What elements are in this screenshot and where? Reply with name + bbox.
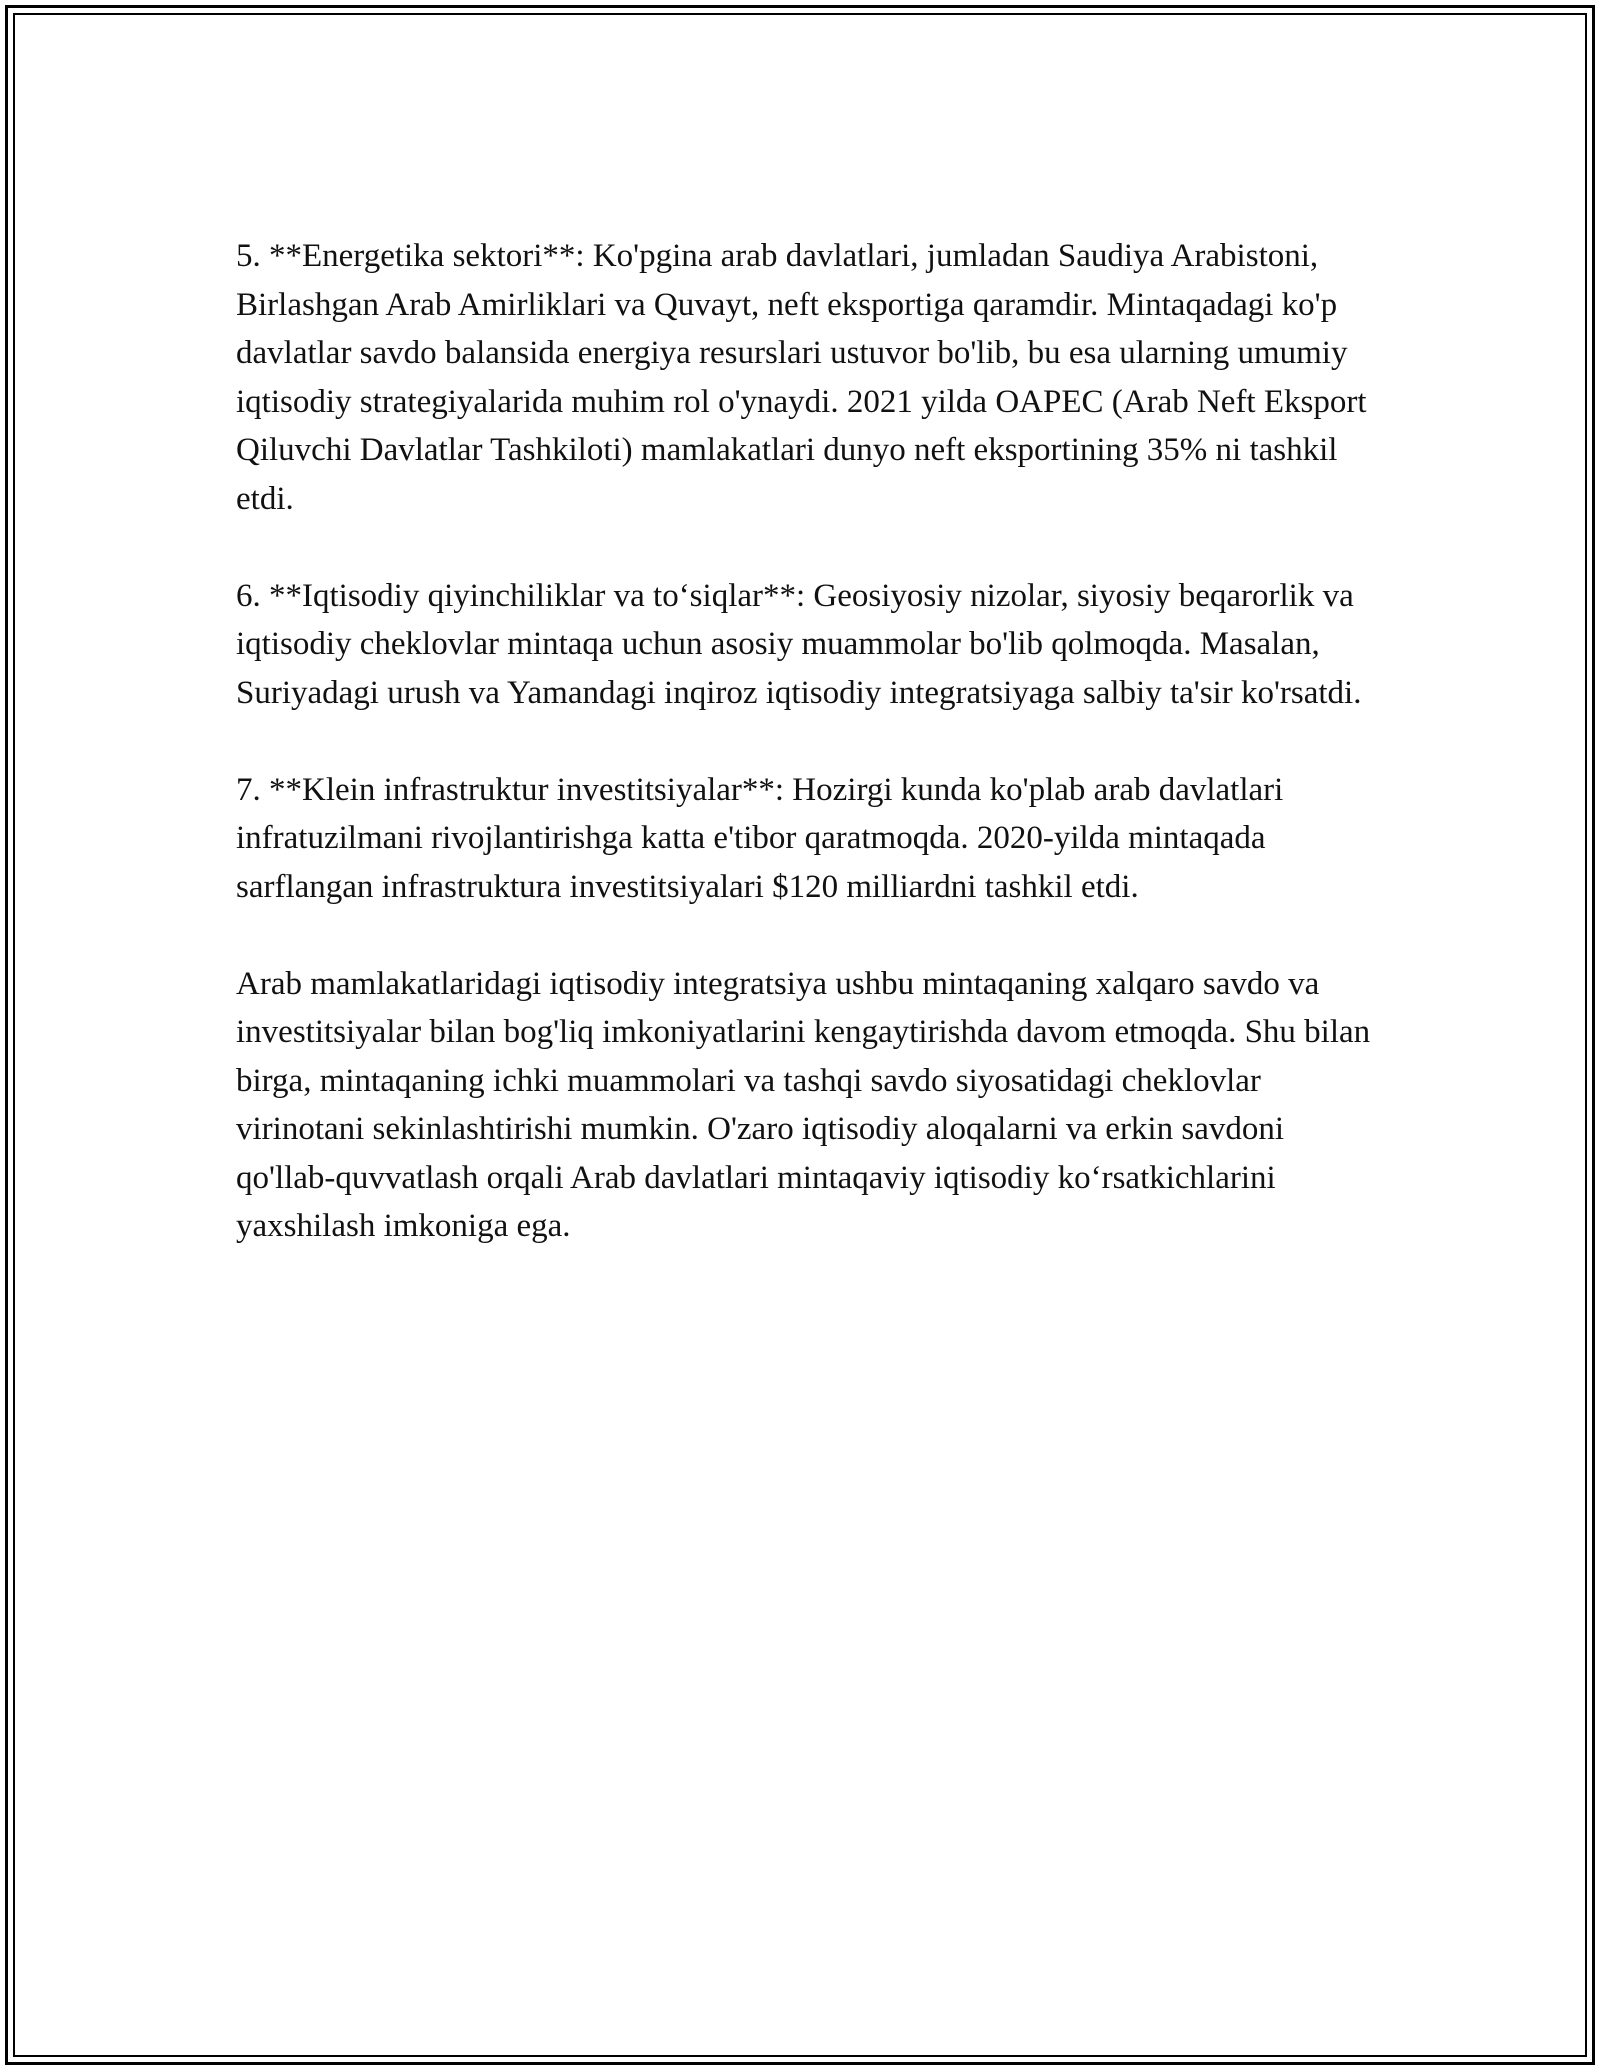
document-body [236, 232, 1376, 1299]
paragraph-infrastructure-investments: 7. **Klein infrastruktur investitsiyalar**: Hozirgi kunda ko'plab arab davlatlari infratuzilmani rivojlantirishga katta e'tibor qaratmoqda. 2020-yilda mintaqada sarflangan infrastruktura investitsiyalari $120 milliardni tashkil etdi. [236, 771, 1284, 905]
paragraph-energy-sector: 5. **Energetika sektori**: Ko'pgina arab davlatlari, jumladan Saudiya Arabistoni, Birlashgan Arab Amirliklari va Quvayt, neft eksportiga qaramdir. Mintaqadagi ko'p davlatlar savdo balansida energiya resurslari ustuvor bo'lib, bu esa ularning umumiy iqtisodiy strategiyalarida muhim rol o'ynaydi. 2021 yilda OAPEC (Arab Neft Eksport Qiluvchi Davlatlar Tashkiloti) mamlakatlari dunyo neft eksportining 35% ni tashkil etdi. [236, 238, 1367, 517]
paragraph-economic-challenges: 6. **Iqtisodiy qiyinchiliklar va to‘siqlar**: Geosiyosiy nizolar, siyosiy beqarorlik va iqtisodiy cheklovlar mintaqa uchun asosiy muammolar bo'lib qolmoqda. Masalan, Suriyadagi urush va Yamandagi inqiroz iqtisodiy integratsiyaga salbiy ta'sir ko'rsatdi. [236, 577, 1362, 711]
paragraph-conclusion: Arab mamlakatlaridagi iqtisodiy integratsiya ushbu mintaqaning xalqaro savdo va investitsiyalar bilan bog'liq imkoniyatlarini kengaytirishda davom etmoqda. Shu bilan birga, mintaqaning ichki muammolari va tashqi savdo siyosatidagi cheklovlar virinotani sekinlashtirishi mumkin. O'zaro iqtisodiy aloqalarni va erkin savdoni qo'llab-quvvatlash orqali Arab davlatlari mintaqaviy iqtisodiy ko‘rsatkichlarini yaxshilash imkoniga ega. [236, 965, 1371, 1244]
